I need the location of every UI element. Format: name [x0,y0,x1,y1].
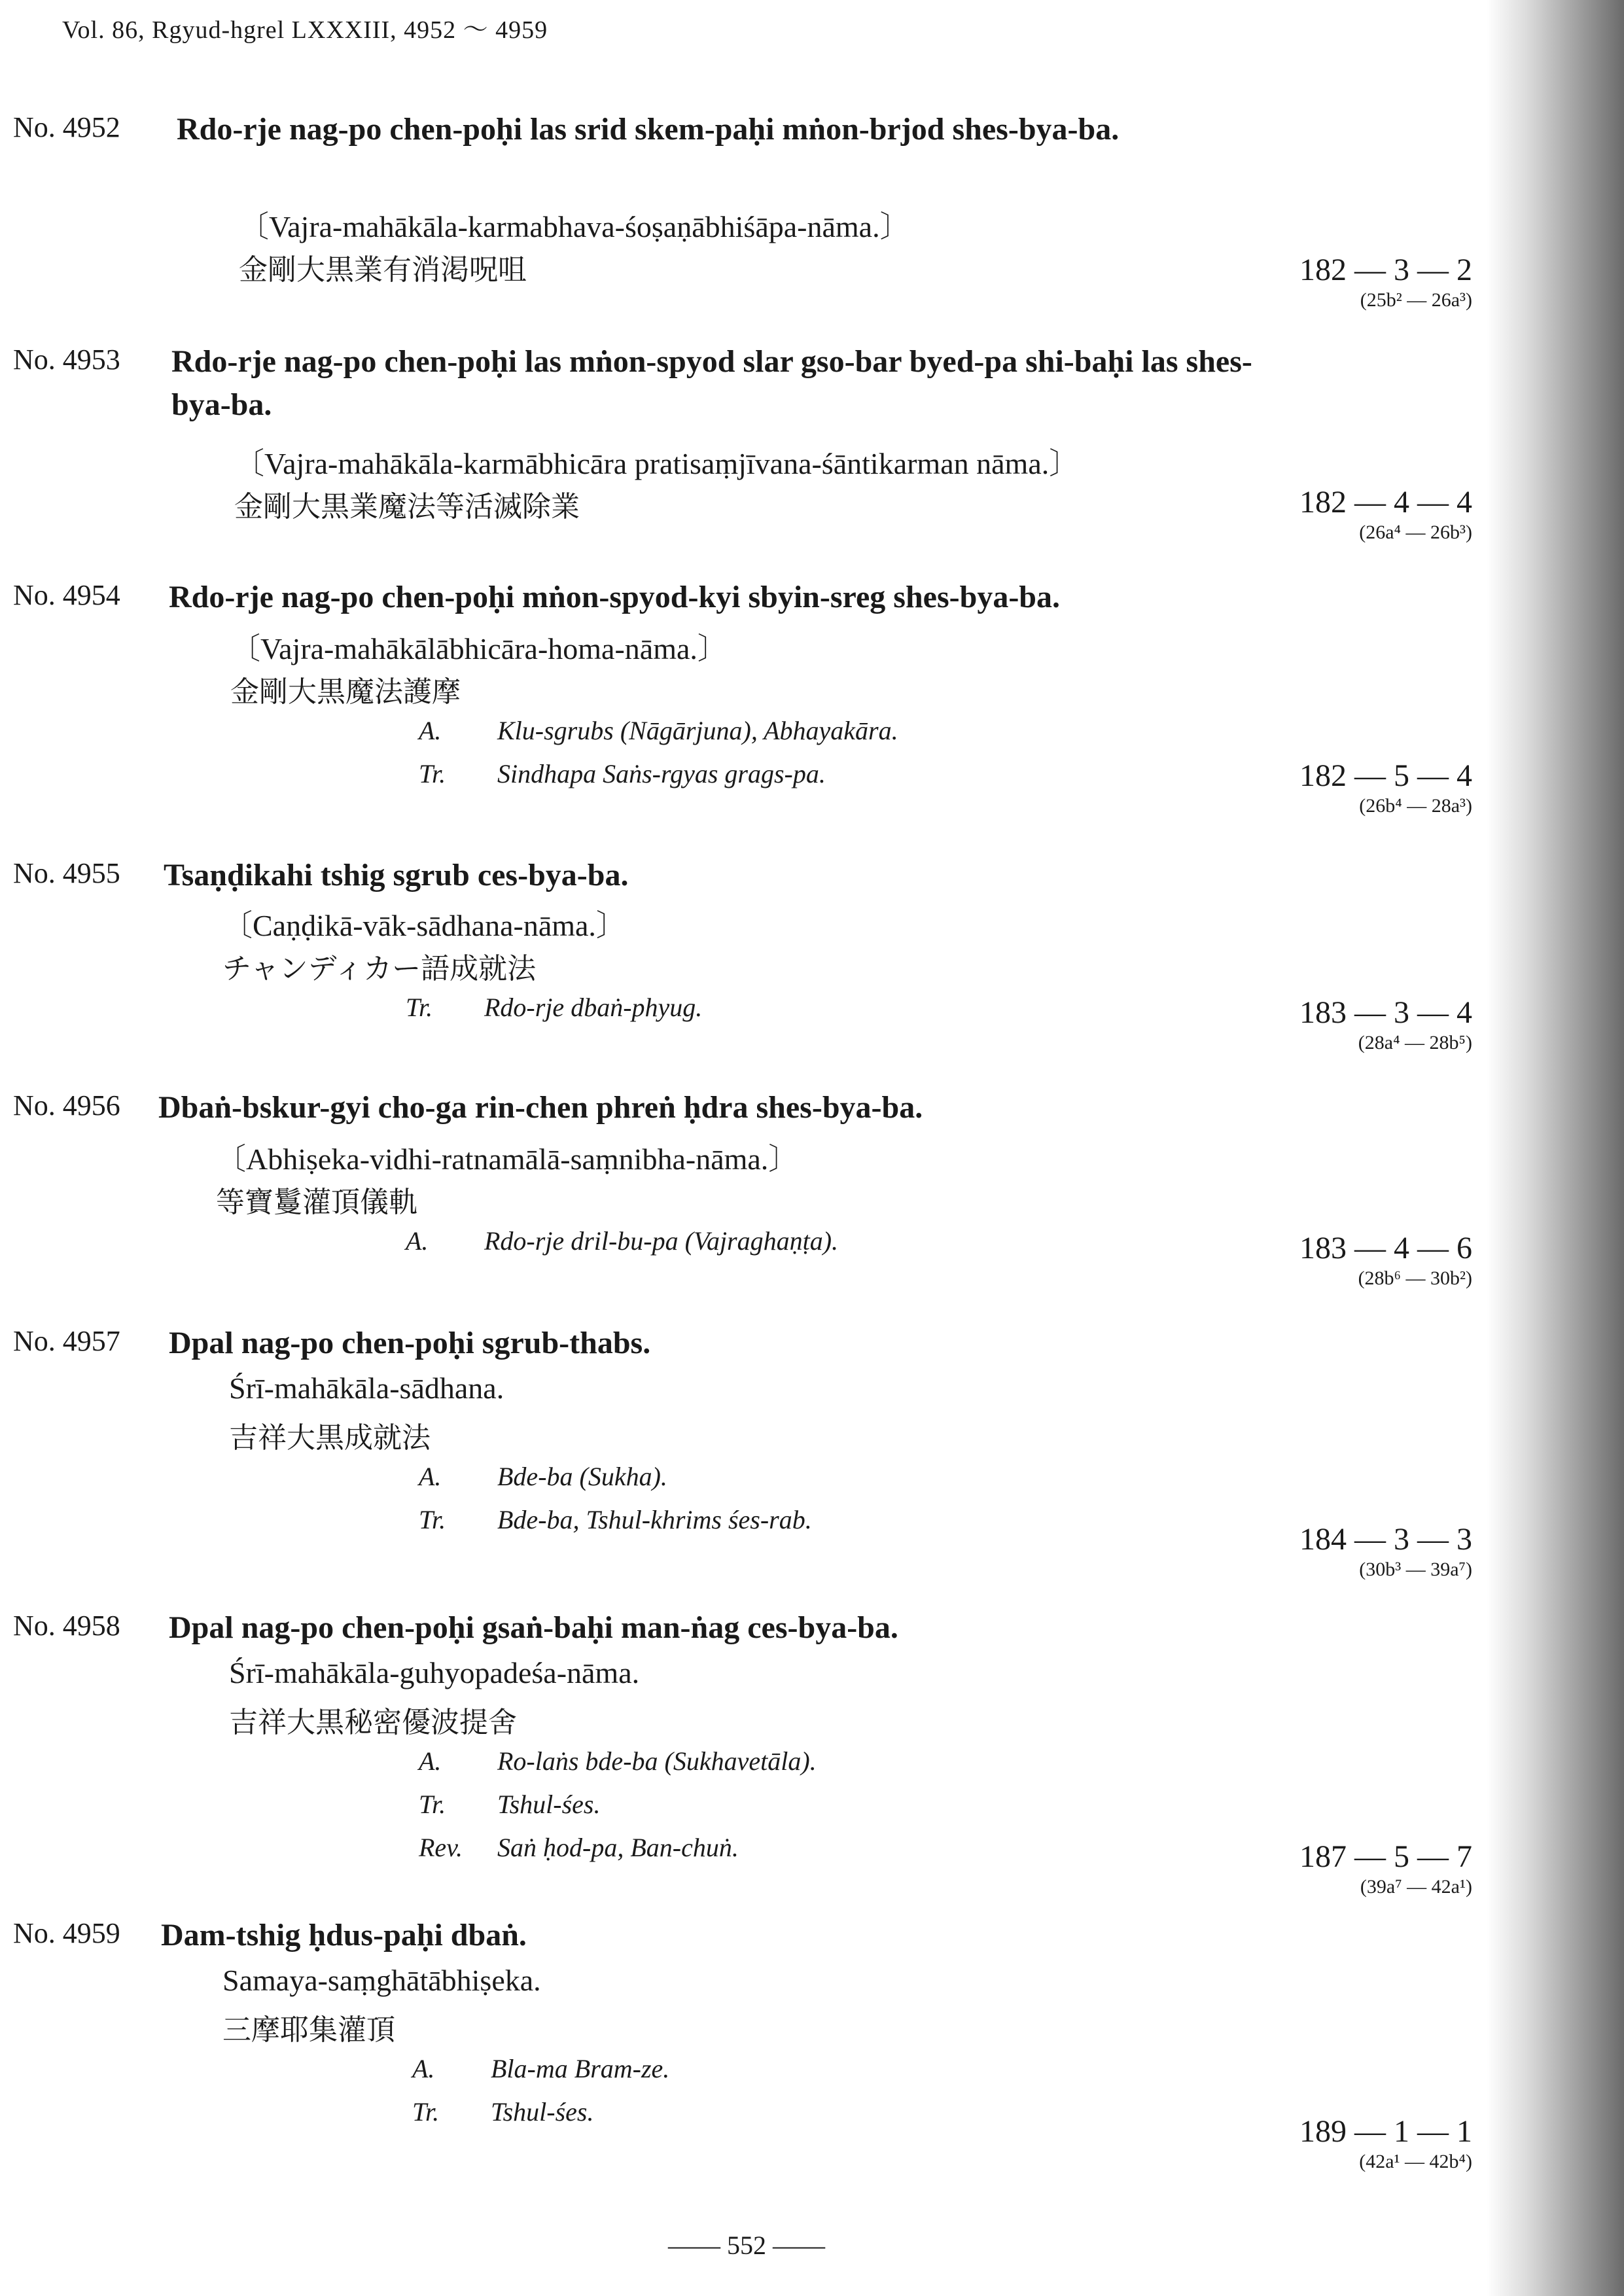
attribution-role: A. [419,716,442,745]
folio-range: (26a⁴ — 26b³) [1359,521,1472,543]
volume-page-line: 183 — 3 — 4 [1299,995,1472,1030]
folio-range: (28b⁶ — 30b²) [1358,1267,1472,1289]
attribution-role: A. [412,2054,435,2083]
entry-attribution [419,1746,817,1776]
attribution-role: Tr. [419,1790,446,1819]
volume-page-line: 183 — 4 — 6 [1299,1231,1472,1265]
entry-reference [1299,252,1472,311]
attribution-name: Klu-sgrubs (Nāgārjuna), Abhayakāra. [497,716,898,745]
running-header: Vol. 86, Rgyud-hgrel LXXXIII, 4952 ～ 4959 [62,16,548,44]
volume-page-line: 182 — 4 — 4 [1299,485,1472,520]
attribution-role: A. [419,1746,442,1776]
attribution-role: Tr. [419,1505,446,1534]
entry-east-asian-title: 吉祥大黒成就法 [229,1421,431,1455]
entry-reference [1299,484,1472,544]
entry-number: No. 4957 [13,1325,120,1357]
attribution-role: Tr. [419,759,446,788]
entry-sanskrit-title: Śrī-mahākāla-guhyopadeśa-nāma. [229,1656,640,1689]
entry-tibetan-title: Dpal nag-po chen-poḥi sgrub-thabs. [169,1326,651,1360]
attribution-role: A. [419,1462,442,1491]
attribution-name: Saṅ ḥod-pa, Ban-chuṅ. [497,1833,739,1862]
entry-attribution [412,2096,593,2127]
folio-range: (25b² — 26a³) [1360,289,1472,311]
attribution-name: Rdo-rje dbaṅ-phyug. [484,993,703,1022]
volume-page-line: 189 — 1 — 1 [1299,2114,1472,2149]
volume-page-line: 184 — 3 — 3 [1299,1522,1472,1557]
entry-number: No. 4954 [13,579,120,611]
volume-page-line: 182 — 3 — 2 [1299,253,1472,287]
entry-attribution [412,2053,669,2084]
entry-east-asian-title: 三摩耶集灌頂 [222,2013,395,2047]
attribution-role: Tr. [406,993,433,1022]
entry-attribution [419,1789,600,1820]
attribution-name: Sindhapa Saṅs-rgyas grags-pa. [497,759,826,788]
entry-sanskrit-title: 〔Vajra-mahākāla-karmabhava-śoṣaṇābhiśāpa-nāma.〕 [239,210,910,243]
volume-page-line: 187 — 5 — 7 [1299,1839,1472,1874]
entry-east-asian-title: 金剛大黒業有消渇呪咀 [239,253,527,287]
entry-east-asian-title: 金剛大黒業魔法等活滅除業 [234,490,580,523]
entry-tibetan-title: Rdo-rje nag-po chen-poḥi mṅon-spyod-kyi sbyin-sreg shes-bya-ba. [169,580,1060,614]
entry-number: No. 4955 [13,857,120,889]
entry-sanskrit-title: 〔Abhiṣeka-vidhi-ratnamālā-saṃnibha-nāma.〕 [216,1142,799,1176]
entry-attribution [406,992,702,1023]
attribution-name: Tshul-śes. [491,2097,594,2127]
entry-reference [1299,1521,1472,1581]
entry-sanskrit-title: 〔Caṇḍikā-vāk-sādhana-nāma.〕 [222,909,626,942]
attribution-role: Rev. [419,1833,463,1862]
entry-sanskrit-title: Śrī-mahākāla-sādhana. [229,1371,504,1405]
entry-tibetan-title: Dam-tshig ḥdus-paḥi dbaṅ. [161,1918,527,1952]
entry-number: No. 4958 [13,1610,120,1642]
entry-reference [1299,1230,1472,1290]
entry-attribution [419,715,898,746]
volume-page-line: 182 — 5 — 4 [1299,758,1472,793]
folio-range: (30b³ — 39a⁷) [1359,1559,1472,1580]
entry-reference [1299,758,1472,817]
attribution-name: Bde-ba (Sukha). [497,1462,667,1491]
entry-sanskrit-title: 〔Vajra-mahākālābhicāra-homa-nāma.〕 [230,632,728,665]
entry-tibetan-title: Dbaṅ-bskur-gyi cho-ga rin-chen phreṅ ḥdra shes-bya-ba. [158,1090,923,1125]
attribution-name: Bde-ba, Tshul-khrims śes-rab. [497,1505,812,1534]
entry-reference [1299,2113,1472,2173]
entry-tibetan-title: Rdo-rje nag-po chen-poḥi las srid skem-paḥi mṅon-brjod shes-bya-ba. [177,112,1120,147]
entry-reference [1299,995,1472,1054]
entry-attribution [419,1461,667,1492]
entry-sanskrit-title: 〔Vajra-mahākāla-karmābhicāra pratisaṃjīvana-śāntikarman nāma.〕 [234,447,1080,480]
entry-tibetan-title: Rdo-rje nag-po chen-poḥi las mṅon-spyod slar gso-bar byed-pa shi-baḥi las shes-bya-ba. [171,344,1252,422]
folio-range: (28a⁴ — 28b⁵) [1358,1032,1472,1053]
entry-attribution [419,758,826,789]
folio-range: (26b⁴ — 28a³) [1359,795,1472,817]
entry-tibetan-title: Tsaṇḍikahi tshig sgrub ces-bya-ba. [164,858,629,892]
entry-attribution [419,1504,812,1535]
entry-attribution [406,1226,838,1256]
entry-number: No. 4956 [13,1089,120,1122]
attribution-name: Tshul-śes. [497,1790,601,1819]
attribution-name: Bla-ma Bram-ze. [491,2054,670,2083]
folio-range: (39a⁷ — 42a¹) [1360,1876,1472,1898]
entry-number: No. 4952 [13,111,120,143]
entry-reference [1299,1839,1472,1898]
page-number: —— 552 —— [668,2231,825,2260]
entry-number: No. 4953 [13,344,120,376]
entry-attribution [419,1832,739,1863]
attribution-role: A. [406,1226,429,1256]
attribution-name: Ro-laṅs bde-ba (Sukhavetāla). [497,1746,817,1776]
entry-east-asian-title: 金剛大黒魔法護摩 [230,675,461,709]
entry-number: No. 4959 [13,1917,120,1949]
entry-tibetan-title: Dpal nag-po chen-poḥi gsaṅ-baḥi man-ṅag ces-bya-ba. [169,1610,898,1645]
attribution-role: Tr. [412,2097,440,2127]
scan-edge-shadow [1487,0,1624,2296]
entry-east-asian-title: 吉祥大黒秘密優波提舍 [229,1706,517,1739]
folio-range: (42a¹ — 42b⁴) [1359,2151,1472,2172]
entry-east-asian-title: チャンディカー語成就法 [222,952,537,985]
entry-sanskrit-title: Samaya-saṃghātābhiṣeka. [222,1964,541,1997]
attribution-name: Rdo-rje dril-bu-pa (Vajraghaṇṭa). [484,1226,839,1256]
entry-east-asian-title: 等寶鬘灌頂儀軌 [216,1186,417,1219]
